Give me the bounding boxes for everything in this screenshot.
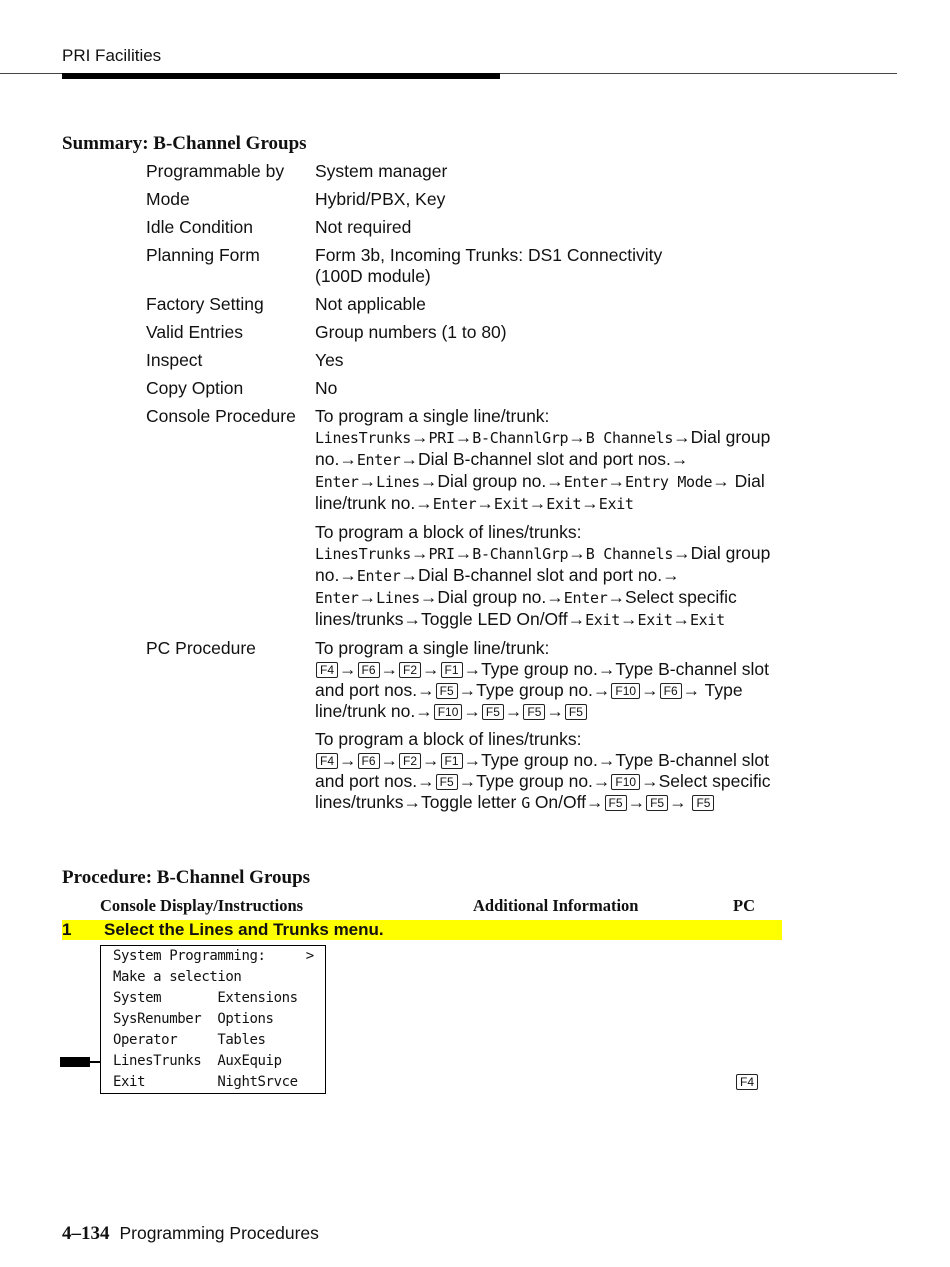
screen-line: System Extensions <box>113 990 298 1006</box>
function-key: F10 <box>434 704 463 720</box>
procedure-intro: To program a single line/trunk: <box>315 638 550 658</box>
screen-line: LinesTrunks AuxEquip <box>113 1053 282 1069</box>
summary-row <box>146 245 785 294</box>
summary-table <box>146 161 785 821</box>
function-key: F4 <box>316 753 338 769</box>
summary-heading: Summary: B-Channel Groups <box>62 133 307 154</box>
step-number: 1 <box>62 920 72 939</box>
screen-line: Make a selection <box>113 969 242 985</box>
function-key: F10 <box>611 774 640 790</box>
function-key: F5 <box>692 795 714 811</box>
row-value <box>315 638 785 821</box>
procedure-intro: To program a block of lines/trunks: <box>315 729 582 749</box>
page-footer <box>62 1223 319 1245</box>
screen-line: System Programming: > <box>113 948 314 964</box>
column-header-pc: PC <box>733 896 755 915</box>
summary-row <box>146 378 785 406</box>
row-label: Valid Entries <box>146 322 243 342</box>
function-key: F6 <box>358 662 380 678</box>
function-key: F6 <box>358 753 380 769</box>
screen-line: Exit NightSrvce <box>113 1074 298 1090</box>
summary-row <box>146 322 785 350</box>
row-label: PC Procedure <box>146 638 256 658</box>
summary-row <box>146 638 785 821</box>
console-display-screen <box>100 945 326 1094</box>
screen-line: Operator Tables <box>113 1032 266 1048</box>
function-key: F5 <box>436 774 458 790</box>
row-label: Idle Condition <box>146 217 254 237</box>
row-label: Console Procedure <box>146 406 296 426</box>
summary-row <box>146 406 785 638</box>
summary-row <box>146 189 785 217</box>
footer-title: Programming Procedures <box>119 1223 319 1243</box>
function-key: F5 <box>523 704 545 720</box>
procedure-intro: To program a single line/trunk: <box>315 406 550 426</box>
pc-single-procedure <box>315 638 785 722</box>
row-value: No <box>315 378 338 398</box>
summary-row <box>146 217 785 245</box>
row-label: Mode <box>146 189 190 209</box>
row-label: Inspect <box>146 350 203 370</box>
procedure-heading: Procedure: B-Channel Groups <box>62 867 311 888</box>
column-header-additional: Additional Information <box>473 896 639 915</box>
function-key: F5 <box>436 683 458 699</box>
function-key: F10 <box>611 683 640 699</box>
row-value: Not required <box>315 217 412 237</box>
page-number: 4–134 <box>62 1223 110 1244</box>
procedure-steps: F4 → F6 → F2 → F1 →Type group no.→Type B-channel slot and port nos.→ F5 →Type group no.→ F10 → F6 → Type line/trunk no.→ F10 → F5 → F5 → F5 <box>315 659 770 721</box>
function-key: F5 <box>646 795 668 811</box>
function-key: F2 <box>399 662 421 678</box>
screen-line: SysRenumber Options <box>113 1011 274 1027</box>
summary-row <box>146 350 785 378</box>
row-value <box>315 406 785 638</box>
console-single-procedure <box>315 406 785 515</box>
function-key: F6 <box>660 683 682 699</box>
pc-function-key: F4 <box>736 1074 758 1090</box>
row-label: Factory Setting <box>146 294 264 314</box>
column-header-console: Console Display/Instructions <box>100 896 304 915</box>
row-value <box>315 245 785 294</box>
planning-line-1: Form 3b, Incoming Trunks: DS1 Connectivity <box>315 245 663 265</box>
function-key: F1 <box>441 662 463 678</box>
row-value: System manager <box>315 161 448 181</box>
procedure-intro: To program a block of lines/trunks: <box>315 522 582 542</box>
row-value: Not applicable <box>315 294 426 314</box>
function-key: F2 <box>399 753 421 769</box>
procedure-steps: LinesTrunks→PRI→B-ChannlGrp→B Channels→Dial group no.→Enter→Dial B-channel slot and port no.→ Enter→Lines→Dial group no.→Enter→Select specific lines/trunks→Toggle LED On/Off→Exit→Exit→Exit <box>315 543 771 629</box>
row-label: Programmable by <box>146 161 285 181</box>
selection-pointer-line <box>90 1061 100 1063</box>
console-block-procedure <box>315 522 785 631</box>
function-key: F5 <box>482 704 504 720</box>
row-value: Group numbers (1 to 80) <box>315 322 507 342</box>
procedure-steps: LinesTrunks→PRI→B-ChannlGrp→B Channels→Dial group no.→Enter→Dial B-channel slot and port nos.→ Enter→Lines→Dial group no.→Enter→Entry Mode→ Dial line/trunk no.→Enter→Exit→Exit→Exit <box>315 427 771 513</box>
row-value: Hybrid/PBX, Key <box>315 189 446 209</box>
function-key: F5 <box>605 795 627 811</box>
row-label: Copy Option <box>146 378 244 398</box>
step-banner <box>62 920 782 940</box>
selection-pointer <box>60 1057 90 1067</box>
function-key: F4 <box>316 662 338 678</box>
summary-row <box>146 161 785 189</box>
running-header: PRI Facilities <box>62 46 162 65</box>
summary-row <box>146 294 785 322</box>
function-key: F1 <box>441 753 463 769</box>
row-label: Planning Form <box>146 245 260 265</box>
step-text: Select the Lines and Trunks menu. <box>104 920 384 939</box>
procedure-steps: F4 → F6 → F2 → F1 →Type group no.→Type B-channel slot and port nos.→ F5 →Type group no.→ F10 →Select specific lines/trunks→Toggle letter G On/Off→ F5 → F5 → F5 <box>315 750 771 812</box>
pc-block-procedure <box>315 729 785 814</box>
header-bar <box>62 73 500 79</box>
row-value: Yes <box>315 350 344 370</box>
function-key: F5 <box>565 704 587 720</box>
planning-line-2: (100D module) <box>315 266 431 286</box>
